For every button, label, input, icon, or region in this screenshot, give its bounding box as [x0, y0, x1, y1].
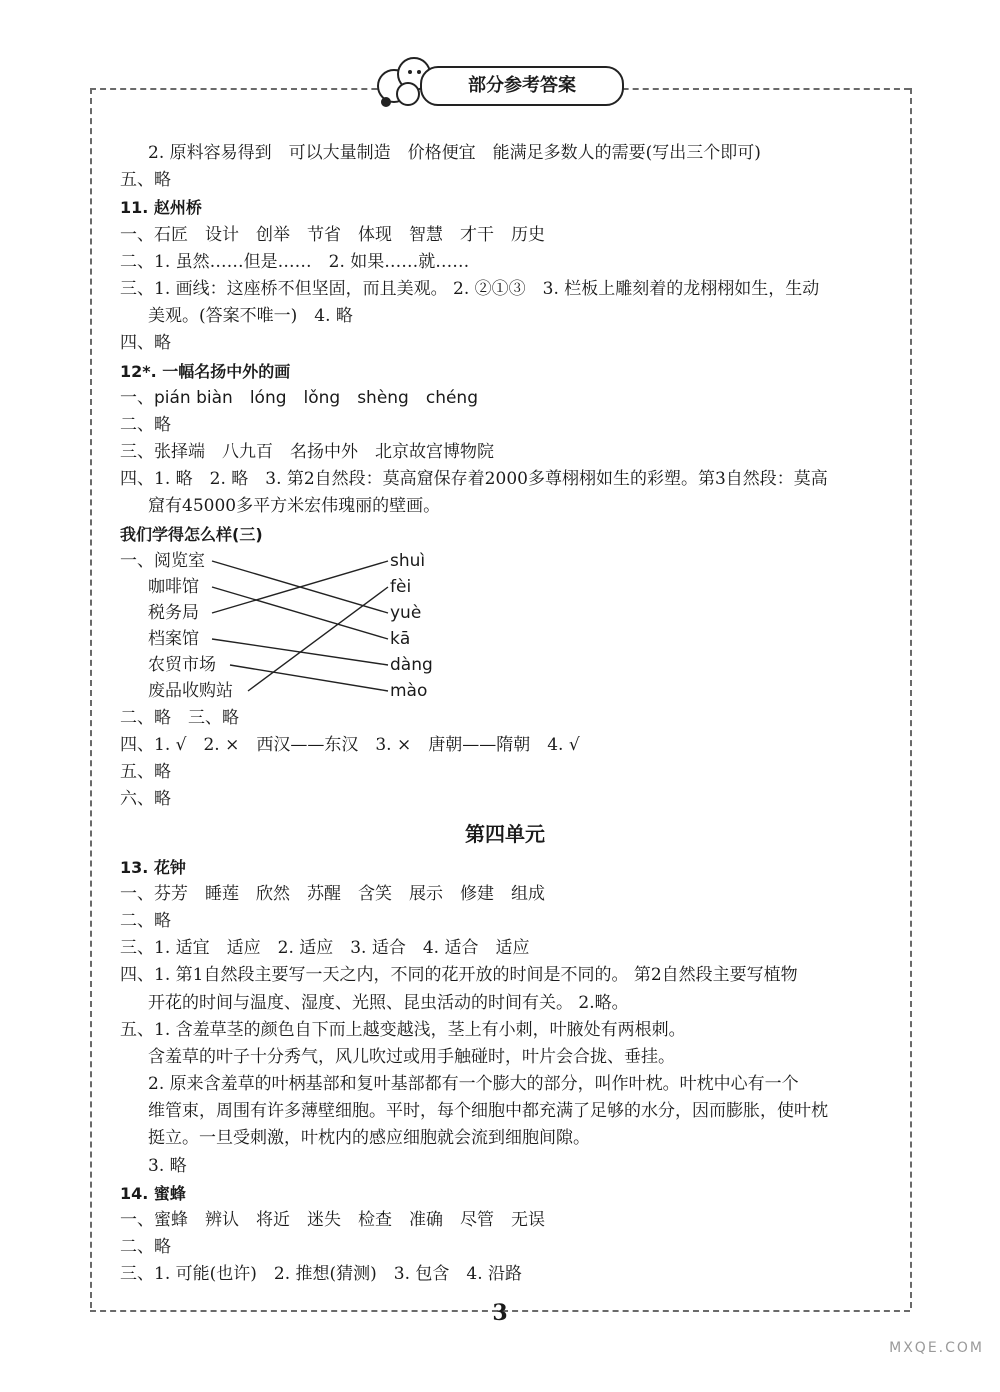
answer-line: 二、略: [120, 1237, 171, 1258]
match-right-item: yuè: [390, 602, 422, 623]
header-title: 部分参考答案: [420, 66, 624, 106]
answer-line: 四、略: [120, 333, 171, 354]
answer-line: 美观。(答案不唯一) 4. 略: [148, 306, 353, 327]
answer-line: 2. 原料容易得到 可以大量制造 价格便宜 能满足多数人的需要(写出三个即可): [148, 143, 761, 163]
page-number: 3: [492, 1300, 508, 1326]
answer-line: 开花的时间与温度、湿度、光照、昆虫活动的时间有关。 2.略。: [148, 992, 629, 1013]
match-left-item: 咖啡馆: [148, 576, 199, 597]
answer-line: 五、略: [120, 762, 171, 783]
answer-line: 一、石匠 设计 创举 节省 体现 智慧 才干 历史: [120, 224, 545, 245]
match-right-item: dàng: [390, 654, 433, 675]
answer-line: 窟有45000多平方米宏伟瑰丽的壁画。: [148, 496, 441, 517]
answer-line: 3. 略: [148, 1155, 187, 1176]
section-title: 我们学得怎么样(三): [120, 524, 263, 544]
matching-exercise: [120, 548, 890, 705]
match-left-item: 农贸市场: [148, 654, 216, 675]
section-title: 14. 蜜蜂: [120, 1183, 186, 1203]
answer-line: 一、pián biàn lóng lǒng shèng chéng: [120, 387, 478, 408]
answer-line: 维管束，周围有许多薄壁细胞。平时，每个细胞中都充满了足够的水分，因而膨胀，使叶枕: [148, 1101, 828, 1122]
answer-line: 五、1. 含羞草茎的颜色自下而上越变越浅，茎上有小刺，叶腋处有两根刺。: [120, 1019, 686, 1040]
answer-line: 2. 原来含羞草的叶柄基部和复叶基部都有一个膨大的部分，叫作叶枕。叶枕中心有一个: [148, 1074, 799, 1095]
answer-line: 三、1. 适宜 适应 2. 适应 3. 适合 4. 适合 适应: [120, 938, 530, 959]
section-title: 11. 赵州桥: [120, 198, 202, 218]
answer-line: 四、1. 略 2. 略 3. 第2自然段：莫高窟保存着2000多尊栩栩如生的彩塑。第3自然段：莫高: [120, 469, 828, 490]
answer-line: 二、1. 虽然……但是…… 2. 如果……就……: [120, 251, 470, 272]
match-left-item: 档案馆: [148, 628, 199, 649]
matching-lines: [120, 548, 420, 705]
answer-line: 五、略: [120, 170, 171, 191]
answer-line: 三、张择端 八九百 名扬中外 北京故宫博物院: [120, 442, 494, 463]
watermark-text: MXQE.COM: [889, 1340, 984, 1356]
match-right-item: mào: [390, 680, 428, 701]
answer-line: 挺立。一旦受刺激，叶枕内的感应细胞就会流到细胞间隙。: [148, 1128, 590, 1149]
match-right-item: fèi: [390, 576, 412, 597]
answer-line: 二、略: [120, 414, 171, 435]
answer-content: [120, 140, 890, 1289]
match-left-item: 一、阅览室: [120, 550, 205, 571]
answer-line: 四、1. √ 2. × 西汉——东汉 3. × 唐朝——隋朝 4. √: [120, 735, 580, 755]
unit-title: 第四单元: [465, 821, 545, 846]
answer-line: 二、略 三、略: [120, 707, 239, 728]
match-left-item: 废品收购站: [148, 680, 233, 701]
answer-line: 一、蜜蜂 辨认 将近 迷失 检查 准确 尽管 无误: [120, 1210, 545, 1230]
answer-line: 四、1. 第1自然段主要写一天之内，不同的花开放的时间是不同的。 第2自然段主要写植物: [120, 965, 798, 986]
answer-line: 三、1. 可能(也许) 2. 推想(猜测) 3. 包含 4. 沿路: [120, 1264, 523, 1285]
match-right-item: kā: [390, 628, 411, 649]
match-right-item: shuì: [390, 550, 426, 571]
section-title: 13. 花钟: [120, 857, 186, 877]
match-left-item: 税务局: [148, 602, 199, 623]
answer-line: 含羞草的叶子十分秀气，风儿吹过或用手触碰时，叶片会合拢、垂挂。: [148, 1046, 675, 1067]
answer-line: 三、1. 画线：这座桥不但坚固，而且美观。 2. ②①③ 3. 栏板上雕刻着的龙栩栩如生，生动: [120, 278, 820, 299]
answer-line: 六、略: [120, 789, 171, 810]
answer-line: 二、略: [120, 910, 171, 931]
section-title: 12*. 一幅名扬中外的画: [120, 361, 291, 381]
answer-line: 一、芬芳 睡莲 欣然 苏醒 含笑 展示 修建 组成: [120, 883, 545, 904]
